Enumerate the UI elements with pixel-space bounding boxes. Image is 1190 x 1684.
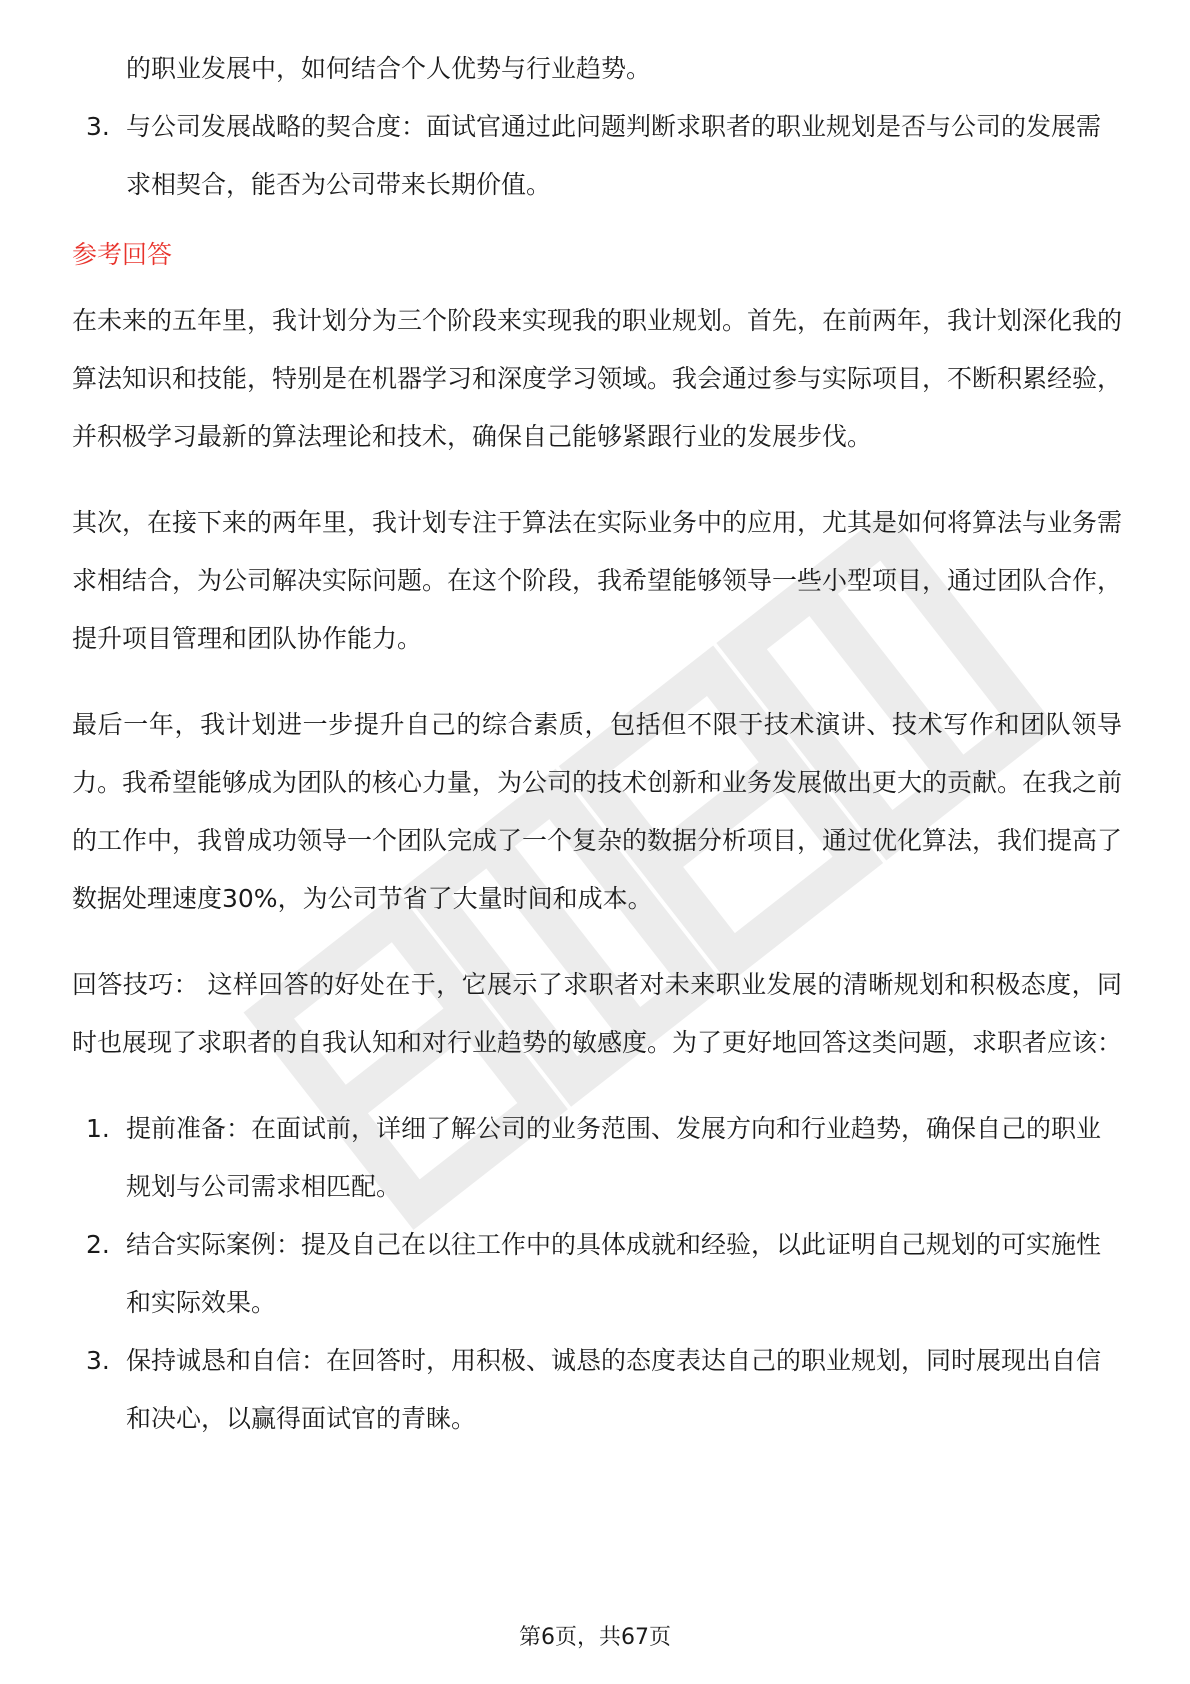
list-item-continuation: 的职业发展中，如何结合个人优势与行业趋势。 (126, 54, 652, 83)
paragraph: 在未来的五年里，我计划分为三个阶段来实现我的职业规划。首先，在前两年，我计划深化我的算法知识和技能，特别是在机器学习和深度学习领域。我会通过参与实际项目，不断积累经验，并积极学习最新的算法理论和技术，确保自己能够紧跟行业的发展步伐。 (72, 306, 1123, 451)
paragraph: 其次，在接下来的两年里，我计划专注于算法在实际业务中的应用，尤其是如何将算法与业务需求相结合，为公司解决实际问题。在这个阶段，我希望能够领导一些小型项目，通过团队合作，提升项目管理和团队协作能力。 (72, 508, 1123, 653)
list-number: 2. (86, 1230, 110, 1259)
list-item-text: 保持诚恳和自信：在回答时，用积极、诚恳的态度表达自己的职业规划，同时展现出自信和决心，以赢得面试官的青睐。 (126, 1346, 1102, 1433)
main-content (72, 40, 1122, 1448)
list-item-text: 与公司发展战略的契合度：面试官通过此问题判断求职者的职业规划是否与公司的发展需求相契合，能否为公司带来长期价值。 (126, 112, 1102, 199)
answer-tips-paragraph: 回答技巧： 这样回答的好处在于，它展示了求职者对未来职业发展的清晰规划和积极态度，同时也展现了求职者的自我认知和对行业趋势的敏感度。为了更好地回答这类问题，求职者应该： (72, 970, 1123, 1057)
list-number: 3. (86, 1346, 110, 1375)
tips-list (72, 1100, 1122, 1448)
page-footer: 第6页，共67页 (519, 1625, 671, 1650)
list-item (72, 1216, 1122, 1332)
list-item-text: 提前准备：在面试前，详细了解公司的业务范围、发展方向和行业趋势，确保自己的职业规划与公司需求相匹配。 (126, 1114, 1102, 1201)
list-item-text: 结合实际案例：提及自己在以往工作中的具体成就和经验，以此证明自己规划的可实施性和实际效果。 (126, 1230, 1102, 1317)
evaluation-list (72, 98, 1122, 214)
section-heading-reference-answer: 参考回答 (72, 240, 173, 269)
paragraph: 最后一年，我计划进一步提升自己的综合素质，包括但不限于技术演讲、技术写作和团队领导力。我希望能够成为团队的核心力量，为公司的技术创新和业务发展做出更大的贡献。在我之前的工作中，我曾成功领导一个团队完成了一个复杂的数据分析项目，通过优化算法，我们提高了数据处理速度30%，为公司节省了大量时间和成本。 (72, 710, 1123, 913)
list-number: 1. (86, 1114, 110, 1143)
list-number: 3. (86, 112, 110, 141)
list-item (72, 1100, 1122, 1216)
list-item (72, 1332, 1122, 1448)
list-item (72, 98, 1122, 214)
